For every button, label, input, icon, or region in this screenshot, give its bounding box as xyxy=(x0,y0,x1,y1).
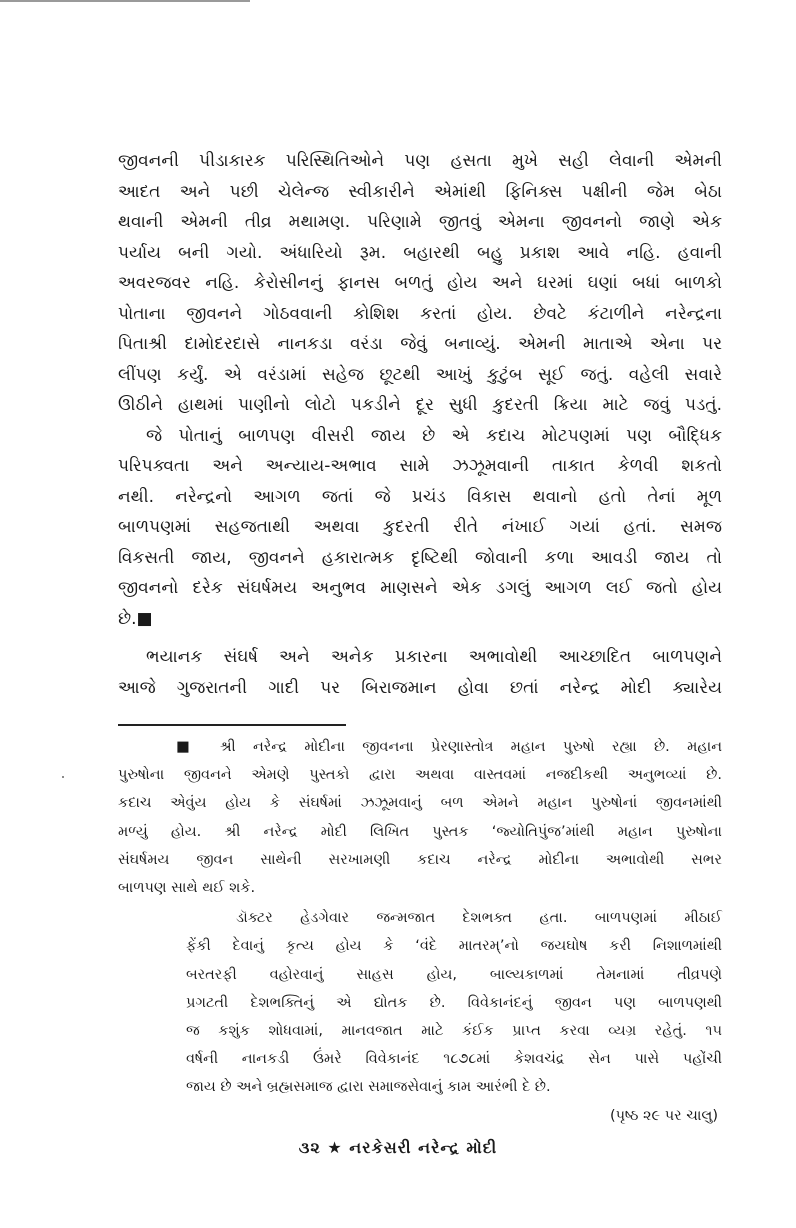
stray-mark xyxy=(62,776,64,778)
body-line: પોતાના જીવનને ગોઠવવાની કોશિશ કરતાં હોય. છેવટે કંટાળીને નરેન્દ્રના xyxy=(118,303,722,324)
footnote-rule xyxy=(118,724,346,726)
body-line: પર્યાય બની ગયો. અંધારિયો રૂમ. બહારથી બહુ પ્રકાશ આવે નહિ. હવાની xyxy=(118,242,722,263)
quote-line: જાય છે અને બ્રહ્મસમાજ દ્વારા સમાજસેવાનું કામ આરંભી દે છે. xyxy=(186,1079,551,1096)
quote-line: બરતરફી વહોરવાનું સાહસ હોય, બાલ્યકાળમાં તેમનામાં તીવ્રપણે xyxy=(186,966,722,983)
body-line: ભયાનક સંઘર્ષ અને અનેક પ્રકારના અભાવોથી આચ્છાદિત બાળપણને xyxy=(146,647,722,667)
footnote-line: મળ્યું હોય. શ્રી નરેન્દ્ર મોદી લિખિત પુસ્તક ‘જ્યોતિપુંજ’માંથી મહાન પુરુષોના xyxy=(118,823,722,840)
body-line: વિકસતી જાય, જીવનને હકારાત્મક દૃષ્ટિથી જોવાની કળા આવડી જાય તો xyxy=(118,547,722,568)
body-line: આજે ગુજરાતની ગાદી પર બિરાજમાન હોવા છતાં નરેન્દ્ર મોદી ક્યારેય xyxy=(118,677,722,698)
quote-line: ફેંકી દેવાનું કૃત્ય હોય કે ‘વંદે માતરમ્’નો જયઘોષ કરી નિશાળમાંથી xyxy=(186,938,722,955)
quote-line: પ્રગટતી દેશભક્તિનું એ દ્યોતક છે. વિવેકાનંદનું જીવન પણ બાળપણથી xyxy=(186,994,722,1011)
page-footer: ૩૨ ★ નરકેસરી નરેન્દ્ર મોદી xyxy=(298,1138,498,1157)
footnote-line: ■ શ્રી નરેન્દ્ર મોદીના જીવનના પ્રેરણાસ્તોત્ર મહાન પુરુષો રહ્યા છે. મહાન xyxy=(176,739,722,755)
body-line: જીવનનો દરેક સંઘર્ષમય અનુભવ માણસને એક ડગલું આગળ લઈ જતો હોય xyxy=(118,578,722,598)
body-text xyxy=(118,146,722,703)
quote-line: જ કશુંક શોધવામાં, માનવજાત માટે કંઈક પ્રાપ્ત કરવા વ્યગ્ર રહેતું. ૧૫ xyxy=(186,1023,722,1040)
continued-note: (પૃષ્ઠ ૨૯ પર ચાલુ) xyxy=(609,1107,718,1124)
body-line: થવાની એમની તીવ્ર મથામણ. પરિણામે જીતવું એમના જીવનનો જાણે એક xyxy=(118,212,722,232)
body-line: પિતાશ્રી દામોદરદાસે નાનકડા વરંડા જેવું બનાવ્યું. એમની માતાએ એના પર xyxy=(118,334,722,354)
body-line: છે.■ xyxy=(118,608,153,629)
footnote xyxy=(118,733,722,1130)
body-line: ઊઠીને હાથમાં પાણીનો લોટો પકડીને દૂર સુધી કુદરતી ક્રિયા માટે જવું પડતું. xyxy=(118,395,722,415)
body-line: બાળપણમાં સહજતાથી અથવા કુદરતી રીતે નંખાઈ ગયાં હતાં. સમજ xyxy=(118,517,722,537)
top-rule xyxy=(0,0,250,2)
body-line: પરિપક્વતા અને અન્યાય-અભાવ સામે ઝઝૂમવાની તાકાત કેળવી શકતો xyxy=(118,456,722,476)
body-line: નથી. નરેન્દ્રનો આગળ જતાં જે પ્રચંડ વિકાસ થવાનો હતો તેનાં મૂળ xyxy=(118,486,722,507)
footnote-quote xyxy=(186,904,722,1101)
footnote-line: સંઘર્ષમય જીવન સાથેની સરખામણી કદાચ નરેન્દ્ર મોદીના અભાવોથી સભર xyxy=(118,851,722,868)
quote-line: વર્ષની નાનકડી ઉંમરે વિવેકાનંદ ૧૮૭૮માં કેશવચંદ્ર સેન પાસે પહોંચી xyxy=(186,1051,722,1068)
footnote-line: બાળપણ સાથે થઈ શકે. xyxy=(118,880,256,897)
quote-line: ડૉક્ટર હેડગેવાર જન્મજાત દેશભક્ત હતા. બાળપણમાં મીઠાઈ xyxy=(236,910,722,927)
body-line: આદત અને પછી ચેલેન્જ સ્વીકારીને એમાંથી ફિનિક્સ પક્ષીની જેમ બેઠા xyxy=(118,181,722,202)
body-line: જે પોતાનું બાળપણ વીસરી જાય છે એ કદાચ મોટપણમાં પણ બૌદ્ધિક xyxy=(146,425,722,446)
body-line: જીવનની પીડાકારક પરિસ્થિતિઓને પણ હસતા મુખે સહી લેવાની એમની xyxy=(118,151,722,171)
body-line: અવરજવર નહિ. કેરોસીનનું ફાનસ બળતું હોય અને ઘરમાં ઘણાં બધાં બાળકો xyxy=(118,273,722,293)
footnote-line: પુરુષોના જીવનને એમણે પુસ્તકો દ્વારા અથવા વાસ્તવમાં નજદીકથી અનુભવ્યાં છે. xyxy=(118,767,722,784)
footnote-line: કદાચ એવુંય હોય કે સંઘર્ષમાં ઝઝૂમવાનું બળ એમને મહાન પુરુષોનાં જીવનમાંથી xyxy=(118,795,722,812)
body-line: લીંપણ કર્યું. એ વરંડામાં સહેજ છૂટથી આખું કુટુંબ સૂઈ જતું. વહેલી સવારે xyxy=(118,364,722,385)
